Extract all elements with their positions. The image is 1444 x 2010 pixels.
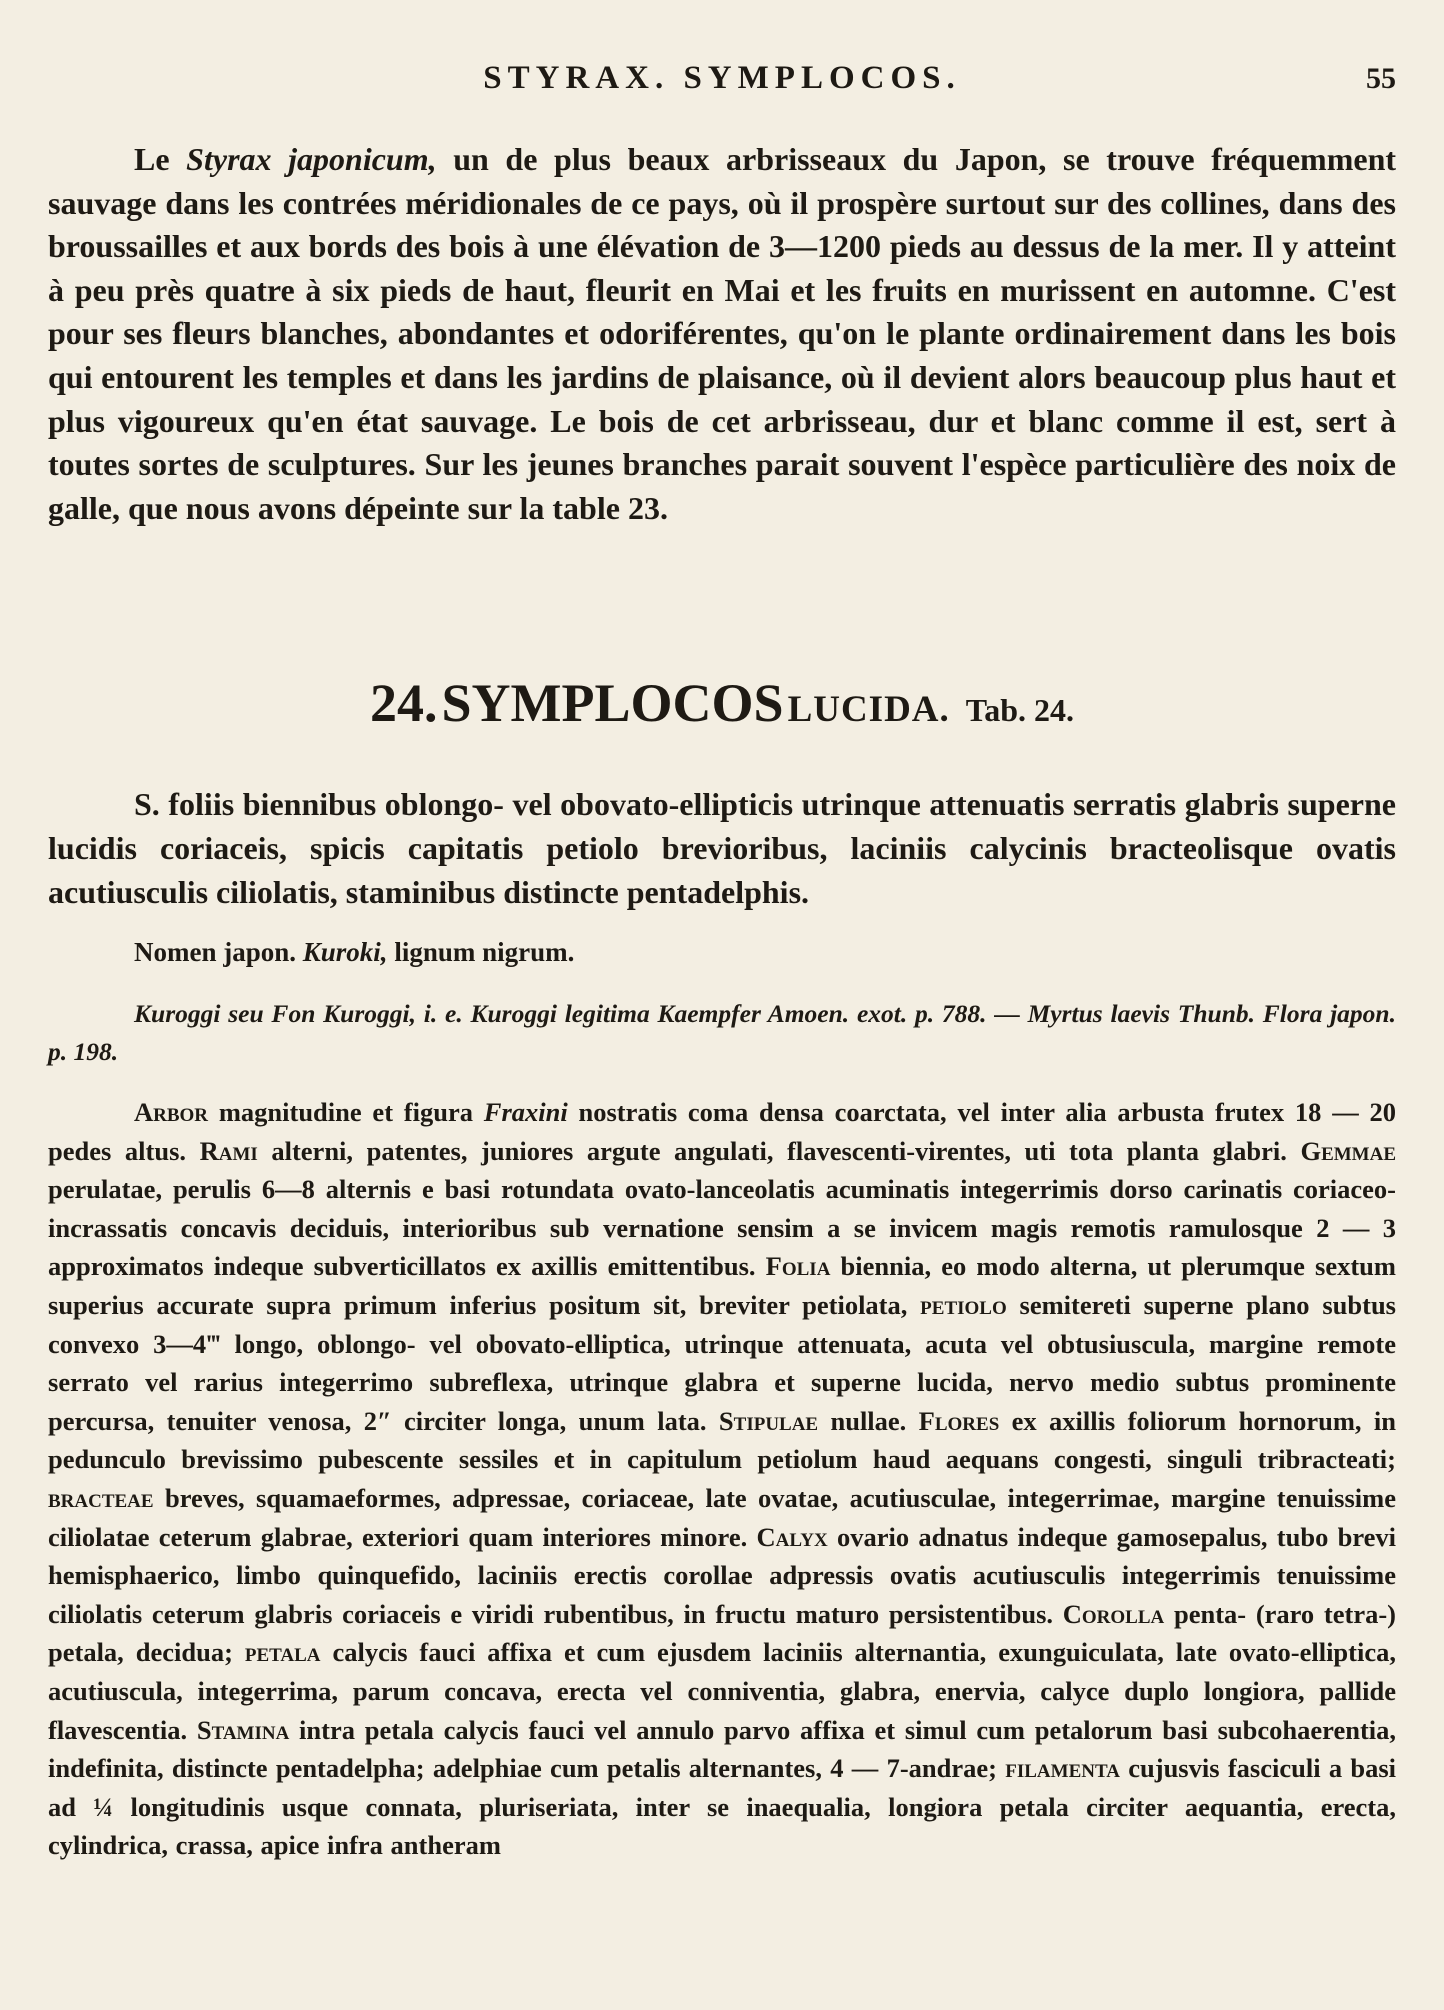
organ-label: filamenta: [1005, 1753, 1120, 1784]
page-number: 55: [1366, 62, 1396, 95]
organ-label: Stipulae: [718, 1405, 819, 1436]
nomen-lead: Nomen japon.: [134, 937, 303, 967]
description-segment: cujusvis fasciculi a basi ad ¼ longitudinis usque connata, pluriseriata, inter se inaequalia, longiora petala circiter aequantia, erecta, cylindrica, crassa, apice infra antheram: [48, 1753, 1397, 1861]
description-segment: penta- (raro tetra-) petala, decidua;: [48, 1598, 1396, 1668]
description-segment: ovario adnatus indeque gamosepalus, tubo brevi hemisphaerico, limbo quinquefido, laciniis erectis corollae adpressis ovatis acutiusculis integerrimis tenuissime ciliolatis ceterum glabris coriaceis e viridi rubentibus, in fructu maturo persistentibus.: [48, 1521, 1397, 1629]
running-title: STYRAX. SYMPLOCOS.: [483, 60, 961, 96]
description-text: [48, 1093, 1396, 1865]
description-segment: biennia, eo modo alterna, ut plerumque sextum superius accurate supra primum inferius positum sit, breviter petiolata,: [48, 1251, 1396, 1320]
diagnosis-paragraph: [48, 782, 1396, 914]
section-genus: SYMPLOCOS: [441, 673, 784, 733]
organ-label: Corolla: [1062, 1598, 1165, 1629]
section-plate-ref: Tab. 24.: [965, 692, 1074, 728]
description-segment: magnitudine et figura: [208, 1097, 484, 1127]
organ-label: Folia: [765, 1251, 831, 1282]
organ-label: Calyx: [756, 1521, 828, 1552]
intro-lead: Le: [134, 141, 187, 177]
italic-term: Fraxini: [483, 1097, 568, 1127]
synonymy-paragraph: [48, 995, 1396, 1071]
synonymy-text: Kuroggi seu Fon Kuroggi, i. e. Kuroggi legitima Kaempfer Amoen. exot. p. 788. — Myrtus laevis Thunb. Flora japon. p. 198.: [48, 999, 1396, 1066]
intro-species-name: Styrax japonicum,: [186, 141, 437, 177]
organ-label: bracteae: [48, 1482, 154, 1513]
section-heading: [48, 672, 1396, 734]
organ-label: petala: [244, 1637, 321, 1668]
description-segment: breves, squamaeformes, adpressae, coriaceae, late ovatae, acutiusculae, integerrimae, margine tenuissime ciliolatae ceterum glabrae, exteriori quam interiores minore.: [48, 1482, 1396, 1552]
section-species: LUCIDA.: [787, 689, 950, 730]
nomen-meaning: lignum nigrum.: [387, 937, 575, 967]
organ-label: Rami: [199, 1135, 258, 1166]
organ-label: petiolo: [920, 1289, 1007, 1320]
description-segment: nullae.: [818, 1405, 919, 1436]
organ-label: Gemmae: [1300, 1135, 1397, 1166]
description-segment: alterni, patentes, juniores argute angulati, flavescenti-virentes, uti tota planta glabri.: [257, 1135, 1301, 1166]
description-segment: intra petala calycis fauci vel annulo parvo affixa et simul cum petalorum basi subcohaerentia, indefinita, distincte pentadelpha; adelphiae cum petalis alternantes, 4 — 7-andrae;: [48, 1714, 1397, 1784]
description-segment: ex axillis foliorum hornorum, in pedunculo brevissimo pubescente sessiles et in capitulum petiolum haud aequans congesti, singuli tribracteati;: [48, 1405, 1396, 1475]
description-segment: nostratis coma densa coarctata, vel inter alia arbusta frutex 18 — 20 pedes altus.: [48, 1097, 1396, 1166]
organ-label: Arbor: [134, 1097, 209, 1127]
japanese-name-line: [48, 932, 1396, 972]
organ-label: Flores: [918, 1405, 1000, 1436]
description-paragraph: [48, 1093, 1396, 1865]
description-segment: calycis fauci affixa et cum ejusdem laciniis alternantia, exunguiculata, late ovato-elliptica, acutiuscula, integerrima, parum concava, erecta vel conniventia, glabra, enervia, calyce duplo longiora, pallide flavescentia.: [48, 1637, 1396, 1745]
description-segment: perulatae, perulis 6—8 alternis e basi rotundata ovato-lanceolatis acuminatis integerrimis dorso carinatis coriaceo-incrassatis concavis deciduis, interioribus sub vernatione sensim a se invicem magis remotis ramulosque 2 — 3 approximatos indeque subverticillatos ex axillis emittentibus.: [48, 1174, 1396, 1282]
intro-text: un de plus beaux arbrisseaux du Japon, se trouve fréquemment sauvage dans les contrées méridionales de ce pays, où il prospère surtout sur des collines, dans des broussailles et aux bords des bois à une élévation de 3—1200 pieds au dessus de la mer. Il y atteint à peu près quatre à six pieds de haut, fleurit en Mai et les fruits en murissent en automne. C'est pour ses fleurs blanches, abondantes et odoriférentes, qu'on le plante ordinairement dans les bois qui entourent les temples et dans les jardins de plaisance, où il devient alors beaucoup plus haut et plus vigoureux qu'en état sauvage. Le bois de cet arbrisseau, dur et blanc comme il est, sert à toutes sortes de sculptures. Sur les jeunes branches parait souvent l'espèce particulière des noix de galle, que nous avons dépeinte sur la table 23.: [48, 141, 1397, 526]
page-header: [48, 52, 1396, 102]
description-segment: semitereti superne plano subtus convexo 3—4‴ longo, oblongo- vel obovato-elliptica, utrinque attenuata, acuta vel obtusiuscula, margine remote serrato vel rarius integerrimo subreflexa, utrinque glabra et superne lucida, nervo medio subtus prominente percursa, tenuiter venosa, 2″ circiter longa, unum lata.: [48, 1289, 1396, 1436]
section-number: 24.: [370, 673, 438, 733]
intro-paragraph: [48, 138, 1396, 530]
diagnosis-text: S. foliis biennibus oblongo- vel obovato-ellipticis utrinque attenuatis serratis glabris superne lucidis coriaceis, spicis capitatis petiolo brevioribus, laciniis calycinis bracteolisque ovatis acutiusculis ciliolatis, staminibus distincte pentadelphis.: [48, 786, 1396, 910]
nomen-name: Kuroki,: [302, 937, 388, 967]
organ-label: Stamina: [196, 1714, 290, 1745]
